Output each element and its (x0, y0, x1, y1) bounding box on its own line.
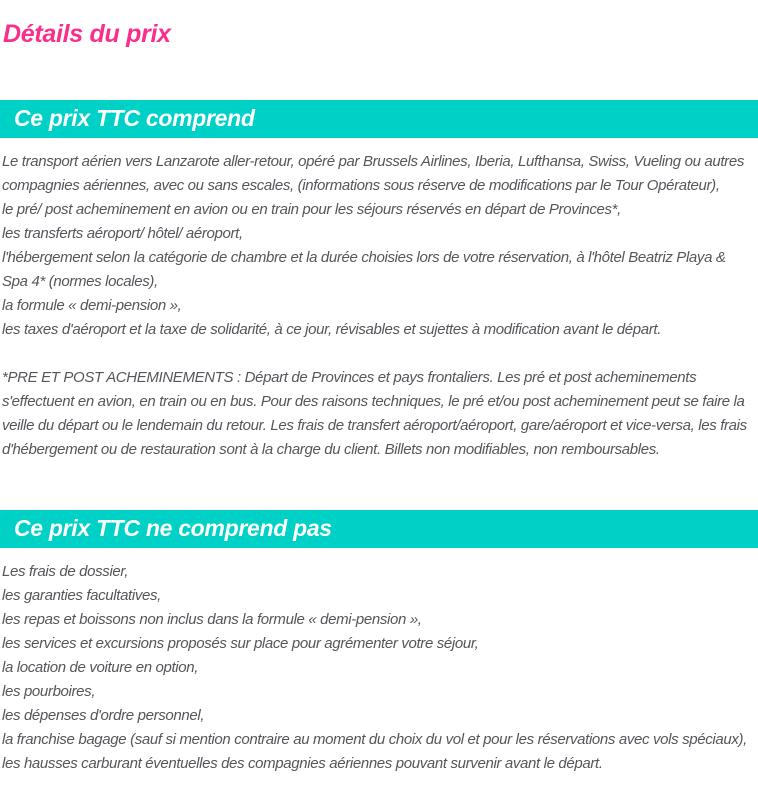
text-line: les repas et boissons non inclus dans la formule « demi-pension », (2, 611, 422, 628)
text-line: l'hébergement selon la catégorie de chambre et la durée choisies lors de votre réservation, à l'hôtel Beatriz Playa & Spa 4* (normes locales), (2, 249, 726, 290)
text-line: les hausses carburant éventuelles des compagnies aériennes pouvant survenir avant le départ. (2, 755, 603, 772)
text-line: les pourboires, (2, 683, 96, 700)
text-line: les taxes d'aéroport et la taxe de solidarité, à ce jour, révisables et sujettes à modification avant le départ. (2, 321, 662, 338)
text-line: la location de voiture en option, (2, 659, 199, 676)
text-line: Le transport aérien vers Lanzarote aller-retour, opéré par Brussels Airlines, Iberia, Lufthansa, Swiss, Vueling ou autres compagnies aériennes, avec ou sans escales, (informations sous réserve de modifications par le Tour Opérateur), (2, 153, 744, 194)
not-included-items-list (0, 560, 758, 776)
not-included-banner-label: Ce prix TTC ne comprend pas (14, 514, 332, 541)
text-line: les transferts aéroport/ hôtel/ aéroport, (2, 225, 243, 242)
text-line: Les frais de dossier, (2, 563, 129, 580)
text-line: les dépenses d'ordre personnel, (2, 707, 205, 724)
included-items-list (0, 150, 758, 342)
text-line: la franchise bagage (sauf si mention contraire au moment du choix du vol et pour les réservations avec vols spéciaux), (2, 731, 747, 748)
pre-post-acheminements-note: *PRE ET POST ACHEMINEMENTS : Départ de Provinces et pays frontaliers. Les pré et post acheminements s'effectuent en avion, en train ou en bus. Pour des raisons techniques, le pré et/ou post acheminement peut se faire la veille du départ ou le lendemain du retour. Les frais de transfert aéroport/aéroport, gare/aéroport et vice-versa, les frais d'hébergement ou de restauration sont à la charge du client. Billets non modifiables, non remboursables. (2, 369, 747, 458)
text-line: les services et excursions proposés sur place pour agrémenter votre séjour, (2, 635, 479, 652)
included-banner-label: Ce prix TTC comprend (14, 104, 255, 131)
page-title: Détails du prix (3, 20, 171, 48)
not-included-section-banner (0, 510, 758, 548)
text-line: la formule « demi-pension », (2, 297, 182, 314)
text-line: le pré/ post acheminement en avion ou en train pour les séjours réservés en départ de Provinces*, (2, 201, 621, 218)
included-section-banner (0, 100, 758, 138)
text-line: les garanties facultatives, (2, 587, 161, 604)
